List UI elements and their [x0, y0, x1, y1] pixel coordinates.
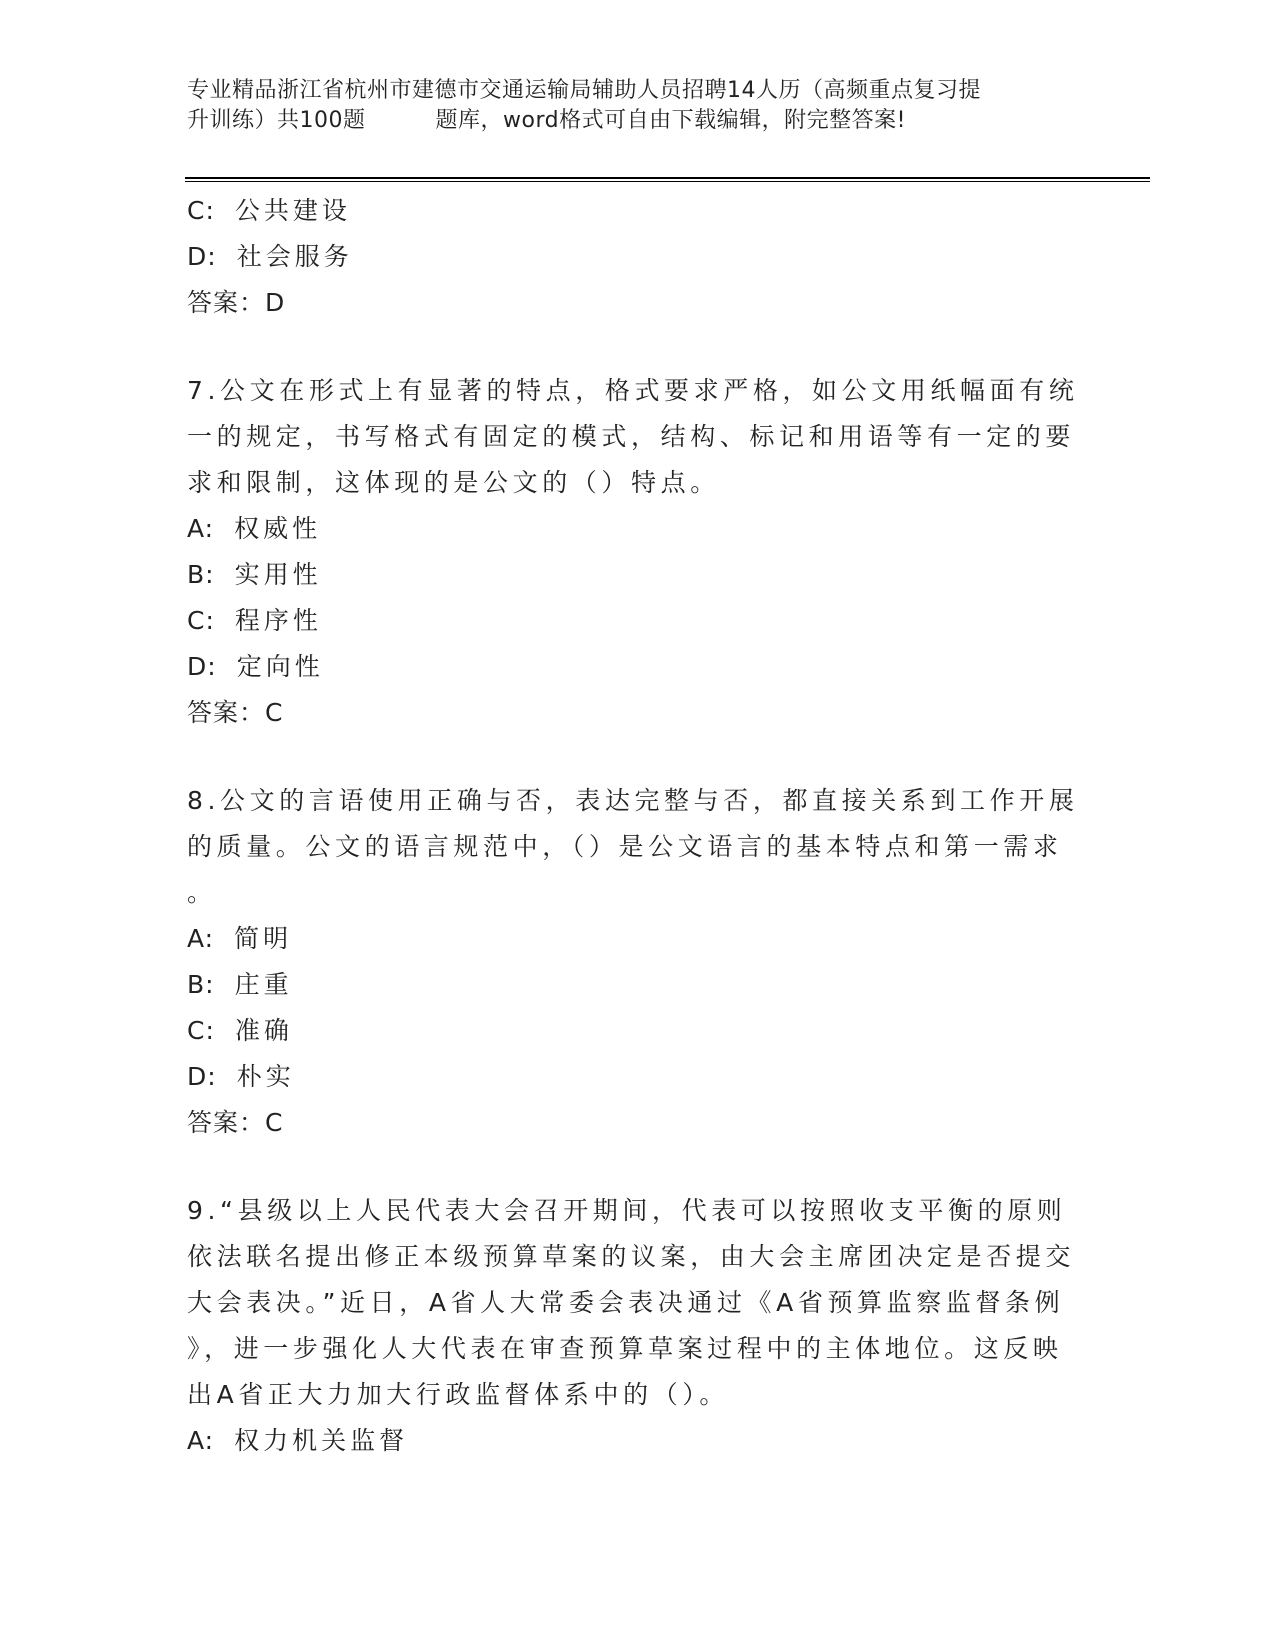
option-text: 社会服务 [236, 242, 353, 271]
option-text: 实用性 [234, 560, 322, 589]
option-row [187, 598, 1067, 644]
header-line-1: 专业精品浙江省杭州市建德市交通运输局辅助人员招聘14人历（高频重点复习提 [187, 78, 981, 103]
question-text-line: 依法联名提出修正本级预算草案的议案，由大会主席团决定是否提交 [187, 1242, 1076, 1271]
question-text-line: 出A省正大力加大行政监督体系中的（）。 [187, 1380, 730, 1409]
header-line-2-part-b: 题库，word格式可自由下载编辑，附完整答案! [435, 108, 906, 133]
option-row [187, 234, 1067, 280]
option-key: C: [187, 196, 215, 225]
question-text-line: 大会表决。”近日，A省人大常委会表决通过《A省预算监察监督条例 [187, 1288, 1065, 1317]
option-row [187, 962, 1067, 1008]
question-content [187, 188, 1079, 1464]
header-divider-thick [185, 177, 1150, 179]
header-line-2 [187, 106, 1087, 136]
option-text: 公共建设 [234, 196, 351, 225]
option-key: C: [187, 1016, 215, 1045]
answer-line: 答案：C [187, 698, 284, 727]
option-key: D: [187, 652, 217, 681]
question-9 [187, 1188, 1076, 1464]
option-row [187, 1418, 1067, 1464]
option-text: 准确 [234, 1016, 293, 1045]
option-text: 庄重 [234, 970, 293, 999]
option-row [187, 1054, 1067, 1100]
question-6-tail [187, 188, 1067, 326]
document-header [187, 76, 1087, 136]
question-text-line: 7.公文在形式上有显著的特点，格式要求严格，如公文用纸幅面有统 [187, 376, 1079, 405]
option-row [187, 1008, 1067, 1054]
answer-line: 答案：C [187, 1108, 284, 1137]
option-row [187, 916, 1067, 962]
option-text: 程序性 [234, 606, 322, 635]
question-text-line: 》，进一步强化人大代表在审查预算草案过程中的主体地位。这反映 [187, 1334, 1063, 1363]
question-text-line: 。 [187, 878, 217, 907]
option-row [187, 644, 1067, 690]
option-text: 权威性 [234, 514, 322, 543]
option-row [187, 506, 1067, 552]
option-key: D: [187, 1062, 217, 1091]
question-8 [187, 778, 1079, 1146]
question-text-line: 的质量。公文的语言规范中，（）是公文语言的基本特点和第一需求 [187, 832, 1063, 861]
question-text-line: 9.“县级以上人民代表大会召开期间，代表可以按照收支平衡的原则 [187, 1196, 1067, 1225]
option-row [187, 552, 1067, 598]
option-key: B: [187, 560, 215, 589]
option-text: 朴实 [236, 1062, 295, 1091]
option-key: B: [187, 970, 215, 999]
option-key: A: [187, 924, 215, 953]
header-divider-thin [185, 181, 1150, 182]
question-7 [187, 368, 1079, 736]
header-line-2-part-a: 升训练）共100题 [187, 108, 366, 133]
question-text-line: 8.公文的言语使用正确与否，表达完整与否，都直接关系到工作开展 [187, 786, 1079, 815]
option-key: D: [187, 242, 217, 271]
option-key: C: [187, 606, 215, 635]
question-text-line: 求和限制，这体现的是公文的（）特点。 [187, 468, 720, 497]
option-text: 简明 [234, 924, 293, 953]
option-row [187, 188, 1067, 234]
option-key: A: [187, 1426, 215, 1455]
option-text: 定向性 [236, 652, 324, 681]
question-text-line: 一的规定，书写格式有固定的模式，结构、标记和用语等有一定的要 [187, 422, 1076, 451]
option-text: 权力机关监督 [234, 1426, 409, 1455]
option-key: A: [187, 514, 215, 543]
answer-line: 答案：D [187, 288, 286, 317]
